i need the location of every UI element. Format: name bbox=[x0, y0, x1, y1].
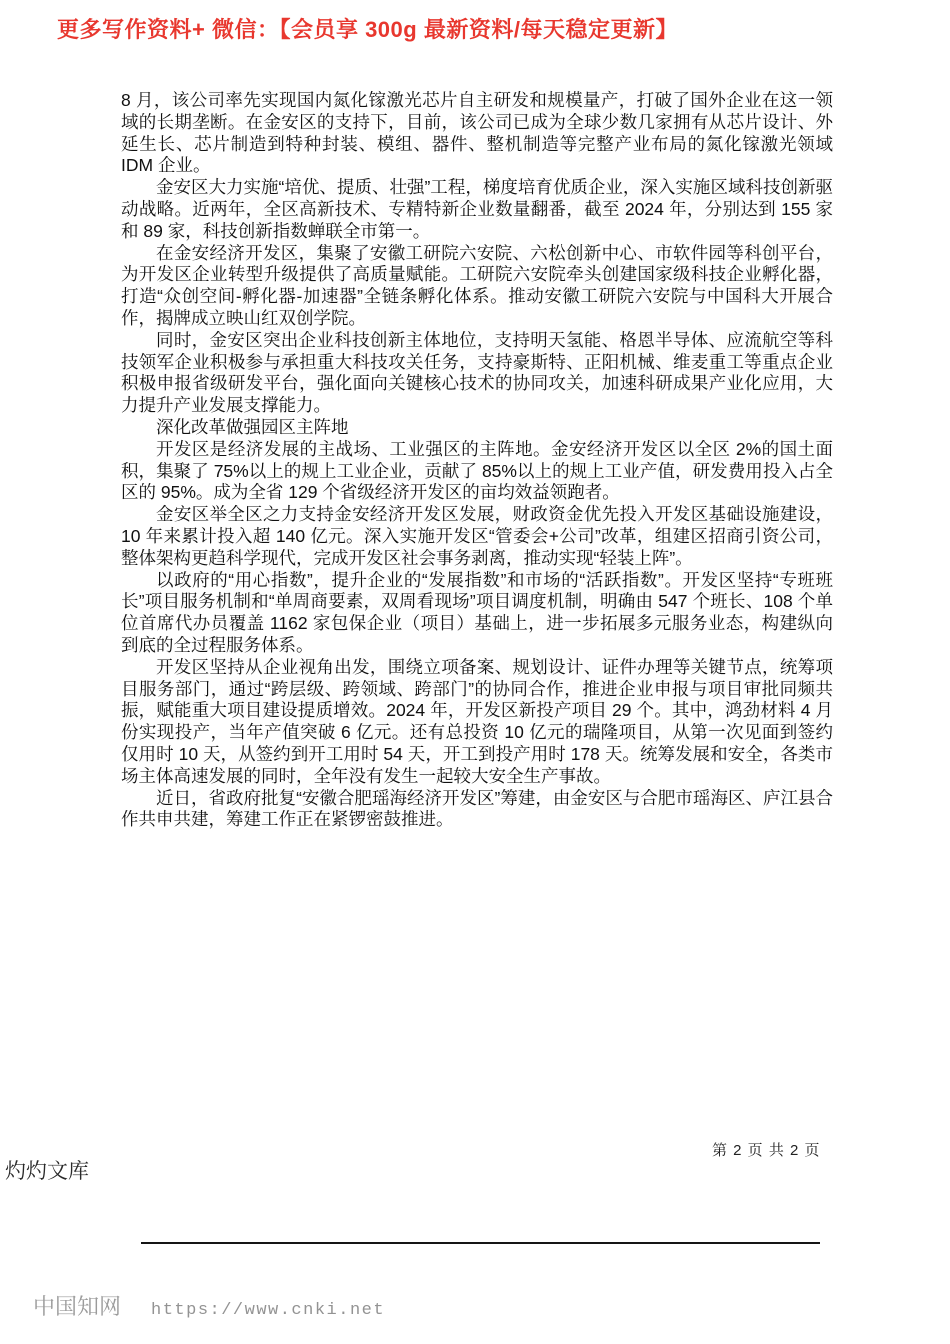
cnki-site-name: 中国知网 bbox=[33, 1294, 122, 1319]
paragraph: 同时，金安区突出企业科技创新主体地位，支持明天氢能、格恩半导体、应流航空等科技领军企业积极参与承担重大科技攻关任务，支持豪斯特、正阳机械、维麦重工等重点企业积极申报省级研发平台，强化面向关键核心技术的协同攻关，加速科研成果产业化应用，大力提升产业发展支撑能力。 bbox=[121, 329, 833, 416]
section-heading: 深化改革做强园区主阵地 bbox=[156, 416, 349, 437]
footer-divider bbox=[141, 1242, 820, 1244]
paragraph: 金安区大力实施“培优、提质、壮强”工程，梯度培育优质企业，深入实施区域科技创新驱动战略。近两年，全区高新技术、专精特新企业数量翻番，截至 2024 年，分别达到 155 家和 89 家，科技创新指数蝉联全市第一。 bbox=[121, 177, 833, 241]
paragraph: 以政府的“用心指数”，提升企业的“发展指数”和市场的“活跃指数”。开发区坚持“专班班长”项目服务机制和“单周商要素，双周看现场”项目调度机制，明确由 547 个班长、108 个单位首席代办员覆盖 1162 家包保企业（项目）基础上，进一步拓展多元服务业态，构建纵向到底的全过程服务体系。 bbox=[121, 569, 833, 655]
paragraph: 在金安经济开发区，集聚了安徽工研院六安院、六松创新中心、市软件园等科创平台，为开发区企业转型升级提供了高质量赋能。工研院六安院牵头创建国家级科技企业孵化器，打造“众创空间-孵化器-加速器”全链条孵化体系。推动安徽工研院六安院与中国科大开展合作，揭牌成立映山红双创学院。 bbox=[121, 242, 833, 328]
promo-banner: 更多写作资料+ 微信：【会员享 300g 最新资料/每天稳定更新】 bbox=[57, 17, 678, 42]
paragraph: 8 月，该公司率先实现国内氮化镓激光芯片自主研发和规模量产，打破了国外企业在这一领域的长期垄断。在金安区的支持下，目前，该公司已成为全球少数几家拥有从芯片设计、外延生长、芯片制造到特种封装、模组、器件、整机制造等完整产业布局的氮化镓激光领域 IDM 企业。 bbox=[121, 90, 833, 176]
paragraph: 金安区举全区之力支持金安经济开发区发展，财政资金优先投入开发区基础设施建设，10 年来累计投入超 140 亿元。深入实施开发区“管委会+公司”改革，组建区招商引资公司，整体架构更趋科学现代，完成开发区社会事务剥离，推动实现“轻装上阵”。 bbox=[121, 504, 833, 568]
paragraph: 开发区坚持从企业视角出发，围绕立项备案、规划设计、证件办理等关键节点，统筹项目服务部门，通过“跨层级、跨领域、跨部门”的协同合作，推进企业申报与项目审批同频共振，赋能重大项目建设提质增效。2024 年，开发区新投产项目 29 个。其中，鸿劲材料 4 月份实现投产，当年产值突破 6 亿元。还有总投资 10 亿元的瑞隆项目，从第一次见面到签约仅用时 10 天，从签约到开工用时 54 天，开工到投产用时 178 天。统筹发展和安全，各类市场主体高速发展的同时，全年没有发生一起较大安全生产事故。 bbox=[121, 656, 833, 786]
cnki-watermark bbox=[33, 1290, 385, 1321]
paragraph: 开发区是经济发展的主战场、工业强区的主阵地。金安经济开发区以全区 2%的国土面积，集聚了 75%以上的规上工业企业，贡献了 85%以上的规上工业产值，研发费用投入占全区的 95%。成为全省 129 个省级经济开发区的亩均效益领跑者。 bbox=[121, 438, 833, 503]
paragraph: 近日，省政府批复“安徽合肥瑶海经济开发区”筹建，由金安区与合肥市瑶海区、庐江县合作共申共建，筹建工作正在紧锣密鼓推进。 bbox=[121, 787, 833, 830]
library-watermark: 灼灼文库 bbox=[5, 1160, 89, 1183]
page-number-indicator: 第 2 页 共 2 页 bbox=[712, 1142, 821, 1159]
cnki-site-url: https://www.cnki.net bbox=[151, 1301, 386, 1320]
document-body bbox=[121, 90, 833, 831]
